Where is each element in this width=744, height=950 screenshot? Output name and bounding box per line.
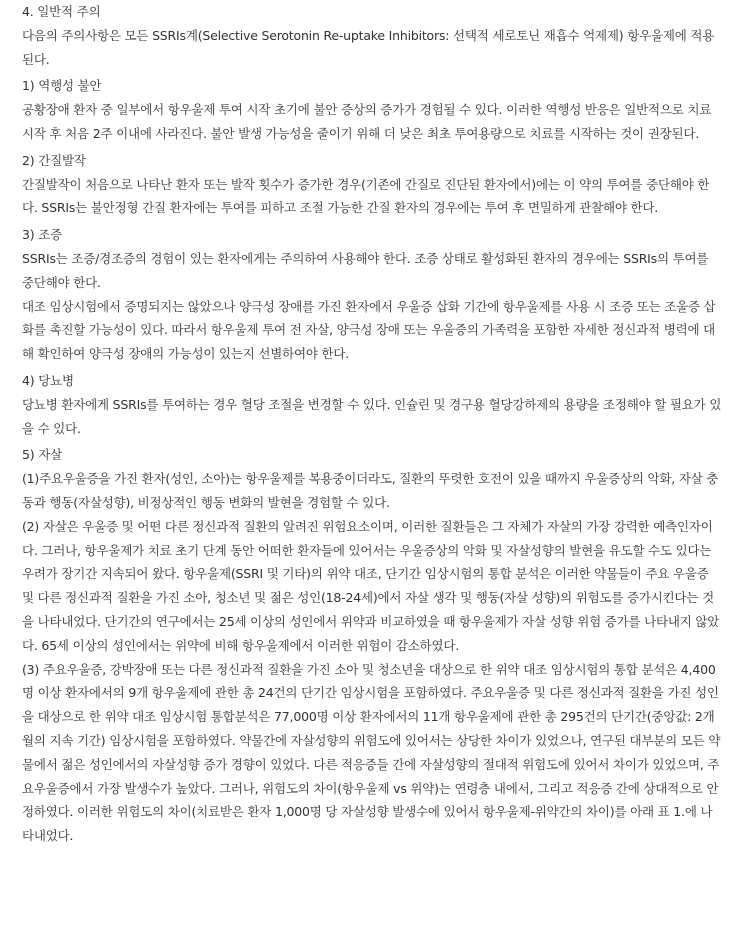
paragraph-mania-2: 대조 임상시험에서 증명되지는 않았으나 양극성 장애를 가진 환자에서 우울증 삽화 기간에 항우울제를 사용 시 조증 또는 조울증 삽화를 촉진할 가능성이 있다. 따라서 항우울제 투여 전 자살, 양극성 장애 또는 우울증의 가족력을 포함한 자세한 정신과적 병력에 대해 확인하여 양극성 장애의 가능성이 있는지 선별하여야 한다.	[22, 298, 716, 362]
subsection-heading-anxiety: 1) 역행성 불안	[22, 78, 102, 94]
paragraph-suicide-1: (1)주요우울증을 가진 환자(성인, 소아)는 항우울제를 복용중이더라도, 질환의 뚜렷한 호전이 있을 때까지 우울증상의 악화, 자살 충동과 행동(자살성향), 비정상적인 행동 변화의 발현을 경험할 수 있다.	[22, 471, 719, 510]
subsection-heading-diabetes: 4) 당뇨병	[22, 372, 74, 388]
paragraph-suicide-2: (2) 자살은 우울증 및 어떤 다른 정신과적 질환의 알려진 위험요소이며, 이러한 질환들은 그 자체가 자살의 가장 강력한 예측인자이다. 그러나, 항우울제가 치료 초기 단계 동안 어떠한 환자들에 있어서는 우울증상의 악화 및 자살성향의 발현을 유도할 수도 있다는 우려가 장기간 지속되어 왔다. 항우울제(SSRI 및 기타)의 위약 대조, 단기간 임상시험의 통합 분석은 이러한 약물들이 주요 우울증 및 다른 정신과적 질환을 가진 소아, 청소년 및 젊은 성인(18-24세)에서 자살 생각 및 행동(자살 성향)의 위험도를 증가시킨다는 것을 나타내었다. 단기간의 연구에서는 25세 이상의 성인에서 위약과 비교하였을 때 항우울제가 자살 성향 위험 증가를 나타내지 않았다. 65세 이상의 성인에서는 위약에 비해 항우울제에서 이러한 위험이 감소하였다.	[22, 518, 720, 653]
paragraph-mania-1: SSRIs는 조증/경조증의 경험이 있는 환자에게는 주의하여 사용해야 한다. 조증 상태로 활성화된 환자의 경우에는 SSRIs의 투여를 중단해야 한다.	[22, 250, 709, 290]
paragraph-seizure: 간질발작이 처음으로 나타난 환자 또는 발작 횟수가 증가한 경우(기존에 간질로 진단된 환자에서)에는 이 약의 투여를 중단해야 한다. SSRIs는 불안정형 간질 환자에는 투여를 피하고 조절 가능한 간질 환자의 경우에는 투여 후 면밀하게 관찰해야 한다.	[22, 176, 710, 216]
subsection-heading-mania: 3) 조증	[22, 227, 62, 243]
document-body	[22, 0, 722, 848]
paragraph-diabetes: 당뇨병 환자에게 SSRIs를 투여하는 경우 혈당 조절을 변경할 수 있다. 인슐린 및 경구용 혈당강하제의 용량을 조정해야 할 필요가 있을 수 있다.	[22, 396, 722, 436]
paragraph-suicide-3: (3) 주요우울증, 강박장애 또는 다른 정신과적 질환을 가진 소아 및 청소년을 대상으로 한 위약 대조 임상시험의 통합 분석은 4,400명 이상 환자에서의 9개 항우울제에 관한 총 24건의 단기간 임상시험을 포함하였다. 주요우울증 및 다른 정신과적 질환을 가진 성인을 대상으로 한 위약 대조 임상시험 통합분석은 77,000명 이상 환자에서의 11개 항우울제에 관한 총 295건의 단기간(중앙값: 2개월의 지속 기간) 임상시험을 포함하였다. 약물간에 자살성향의 위험도에 있어서는 상당한 차이가 있었으나, 연구된 대부분의 모든 약물에서 젊은 성인에서의 자살성향 증가 경향이 있었다. 다른 적응증들 간에 자살성향의 절대적 위험도에 있어서 차이가 있었으며, 주요우울증에서 가장 발생수가 높았다. 그러나, 위험도의 차이(항우울제 vs 위약)는 연령층 내에서, 그리고 적응증 간에 상대적으로 안정하였다. 이러한 위험도의 차이(치료받은 환자 1,000명 당 자살성향 발생수에 있어서 항우울제-위약간의 차이)를 아래 표 1.에 나타내었다.	[22, 661, 721, 844]
paragraph-anxiety: 공황장애 환자 중 일부에서 항우울제 투여 시작 초기에 불안 증상의 증가가 경험될 수 있다. 이러한 역행성 반응은 일반적으로 치료 시작 후 처음 2주 이내에 사라진다. 불안 발생 가능성을 줄이기 위해 더 낮은 최초 투여용량으로 치료를 시작하는 것이 권장된다.	[22, 102, 712, 141]
subsection-heading-suicide: 5) 자살	[22, 447, 62, 463]
intro-paragraph: 다음의 주의사항은 모든 SSRIs계(Selective Serotonin Re-uptake Inhibitors: 선택적 세로토닌 재흡수 억제제) 항우울제에 적용된다.	[22, 27, 715, 67]
section-title: 4. 일반적 주의	[22, 4, 101, 19]
subsection-heading-seizure: 2) 간질발작	[22, 152, 86, 168]
